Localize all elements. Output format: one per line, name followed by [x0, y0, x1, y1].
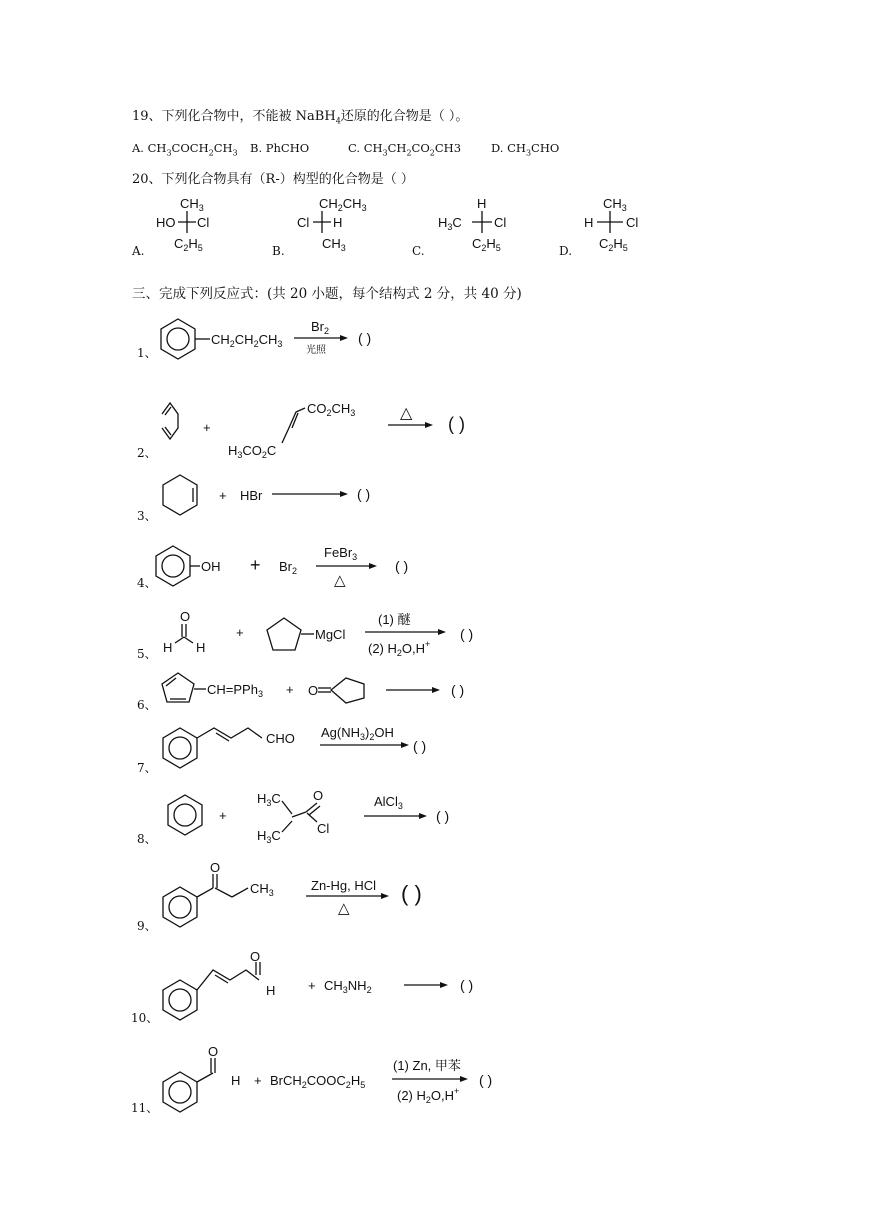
reaction-8 — [168, 788, 449, 845]
reaction-2 — [162, 401, 465, 460]
svg-text:O: O — [208, 1044, 219, 1059]
reaction-5 — [163, 609, 473, 658]
svg-text:O: O — [180, 609, 191, 624]
reaction-8-blank: ( ) — [436, 808, 450, 824]
fischer-b-top: $CH_2CH_3$ — [319, 196, 367, 213]
reaction-3-blank: ( ) — [357, 486, 371, 502]
reaction-7 — [163, 725, 426, 768]
fischer-b-left: Cl — [297, 215, 310, 230]
q20-label-a: A. — [132, 244, 145, 258]
svg-text:(1) 醚: (1) 醚 — [378, 612, 411, 627]
svg-text:OH: OH — [201, 559, 221, 574]
svg-text:O: O — [210, 860, 221, 875]
svg-text:+: + — [236, 625, 244, 640]
svg-text:H: H — [231, 1073, 241, 1088]
svg-text:+: + — [219, 808, 227, 823]
svg-text:+: + — [254, 1073, 262, 1088]
fischer-d-top: $CH_3$ — [603, 196, 627, 213]
svg-text:Zn-Hg, HCl: Zn-Hg, HCl — [311, 878, 377, 893]
svg-text:H3C: $H_3C$ — [257, 828, 281, 845]
reaction-number-11: 11、 — [131, 1101, 159, 1115]
fischer-b-bottom: $CH_3$ — [322, 236, 346, 253]
fischer-a-left: HO — [156, 215, 176, 230]
svg-text:+: + — [219, 488, 227, 503]
reaction-2-blank: ( ) — [448, 414, 465, 434]
reaction-9 — [163, 860, 422, 927]
svg-text:△: △ — [400, 405, 413, 422]
reaction-number-1: 1、 — [137, 346, 157, 360]
fischer-c-right: Cl — [494, 215, 507, 230]
fischer-c-left: $H_3C$ — [438, 215, 462, 232]
q19-option-d: D. $CH_3CHO$ — [491, 141, 560, 158]
fischer-b — [297, 196, 367, 253]
reaction-6-blank: ( ) — [451, 682, 465, 698]
fischer-d — [584, 196, 638, 253]
svg-text:H3CO2C: $H_3CO_2C$ — [228, 443, 277, 460]
reaction-10-blank: ( ) — [460, 977, 474, 993]
reaction-6 — [162, 673, 464, 703]
svg-text:(1) Zn, 甲苯: (1) Zn, 甲苯 — [393, 1058, 461, 1073]
svg-text:Br2: $Br_2$ — [311, 319, 330, 336]
fischer-a-bottom: $C_2H_5$ — [174, 236, 203, 253]
svg-text:MgCl: MgCl — [315, 627, 346, 642]
svg-text:H: H — [196, 640, 206, 655]
fischer-b-right: H — [333, 215, 343, 230]
q20-label-c: C. — [412, 244, 425, 258]
svg-text:CH=PPh3: CH=PPh$_3$ — [207, 682, 263, 699]
svg-text:O: O — [250, 949, 261, 964]
svg-text:Cl: Cl — [317, 821, 330, 836]
section3-heading: 三、完成下列反应式：(共 20 小题，每个结构式 2 分，共 40 分) — [132, 286, 522, 302]
svg-text:H: H — [266, 983, 276, 998]
fischer-a-right: Cl — [197, 215, 210, 230]
reaction-11-blank: ( ) — [479, 1072, 493, 1088]
svg-text:O: O — [308, 683, 319, 698]
fischer-c-top: H — [477, 196, 487, 211]
svg-text:H3C: $H_3C$ — [257, 791, 281, 808]
reaction-9-blank: ( ) — [401, 881, 422, 906]
svg-text:+: + — [250, 555, 261, 575]
svg-text:+: + — [203, 420, 211, 435]
svg-text:O: O — [313, 788, 324, 803]
reaction-number-7: 7、 — [137, 761, 157, 775]
svg-text:BrCH2COOC2H5: $BrCH_2COOC_2H_5$ — [270, 1073, 366, 1090]
svg-text:CHO: CHO — [266, 731, 295, 746]
q19-option-a: A. $CH_3COCH_2CH_3$ — [132, 141, 238, 158]
svg-text:AlCl3: AlCl$_3$ — [374, 794, 403, 811]
svg-text:(2) H2O,H+: (2) $H_2O,H^+$ — [397, 1086, 460, 1105]
reaction-3 — [163, 475, 370, 515]
q20-label-d: D. — [559, 244, 573, 258]
q20-label-b: B. — [272, 244, 285, 258]
reaction-7-blank: ( ) — [413, 738, 427, 754]
reaction-number-5: 5、 — [137, 647, 157, 661]
svg-text:+: + — [308, 978, 316, 993]
reaction-number-4: 4、 — [137, 576, 157, 590]
fischer-d-bottom: $C_2H_5$ — [599, 236, 628, 253]
svg-text:+: + — [286, 682, 294, 697]
svg-text:Br2: $Br_2$ — [279, 559, 298, 576]
svg-text:CH2CH2CH3: $CH_2CH_2CH_3$ — [211, 332, 283, 349]
svg-text:光照: 光照 — [306, 345, 326, 356]
svg-text:CO2CH3: $CO_2CH_3$ — [307, 401, 356, 418]
reaction-5-blank: ( ) — [460, 626, 474, 642]
svg-text:CH3: $CH_3$ — [250, 881, 274, 898]
fischer-c — [438, 196, 506, 253]
fischer-c-bottom: $C_2H_5$ — [472, 236, 501, 253]
svg-text:△: △ — [334, 572, 346, 589]
q20-question: 20、下列化合物具有（R-）构型的化合物是（ ） — [132, 172, 414, 187]
reaction-11 — [163, 1044, 492, 1112]
q19-question: 19、下列化合物中，不能被 NaBH$_4$还原的化合物是（ ）。 — [132, 109, 469, 126]
q19-option-c: C. $CH_3CH_2CO_2CH3$ — [348, 141, 462, 158]
reaction-number-10: 10、 — [131, 1011, 159, 1025]
fischer-a — [156, 196, 209, 253]
svg-text:FeBr3: FeBr$_3$ — [324, 545, 358, 562]
svg-text:Ag(NH3)2OH: $Ag(NH_3)_2OH$ — [321, 725, 394, 742]
reaction-number-8: 8、 — [137, 832, 157, 846]
reaction-10 — [163, 949, 473, 1020]
svg-text:CH3NH2: $CH_3NH_2$ — [324, 978, 372, 995]
svg-text:H: H — [163, 640, 173, 655]
reaction-number-9: 9、 — [137, 919, 157, 933]
svg-text:△: △ — [338, 900, 350, 917]
reaction-1 — [161, 319, 371, 359]
reaction-4-blank: ( ) — [395, 558, 409, 574]
reaction-number-6: 6、 — [137, 698, 157, 712]
fischer-d-right: Cl — [626, 215, 639, 230]
reaction-1-blank: ( ) — [358, 330, 372, 346]
fischer-a-top: $CH_3$ — [180, 196, 204, 213]
svg-text:HBr: HBr — [240, 488, 263, 503]
svg-text:(2) H2O,H+: (2) $H_2O,H^+$ — [368, 639, 431, 658]
reaction-number-3: 3、 — [137, 509, 157, 523]
reaction-4 — [156, 545, 408, 589]
q19-option-b: B. PhCHO — [250, 141, 310, 155]
fischer-d-left: H — [584, 215, 594, 230]
reaction-number-2: 2、 — [137, 446, 157, 460]
